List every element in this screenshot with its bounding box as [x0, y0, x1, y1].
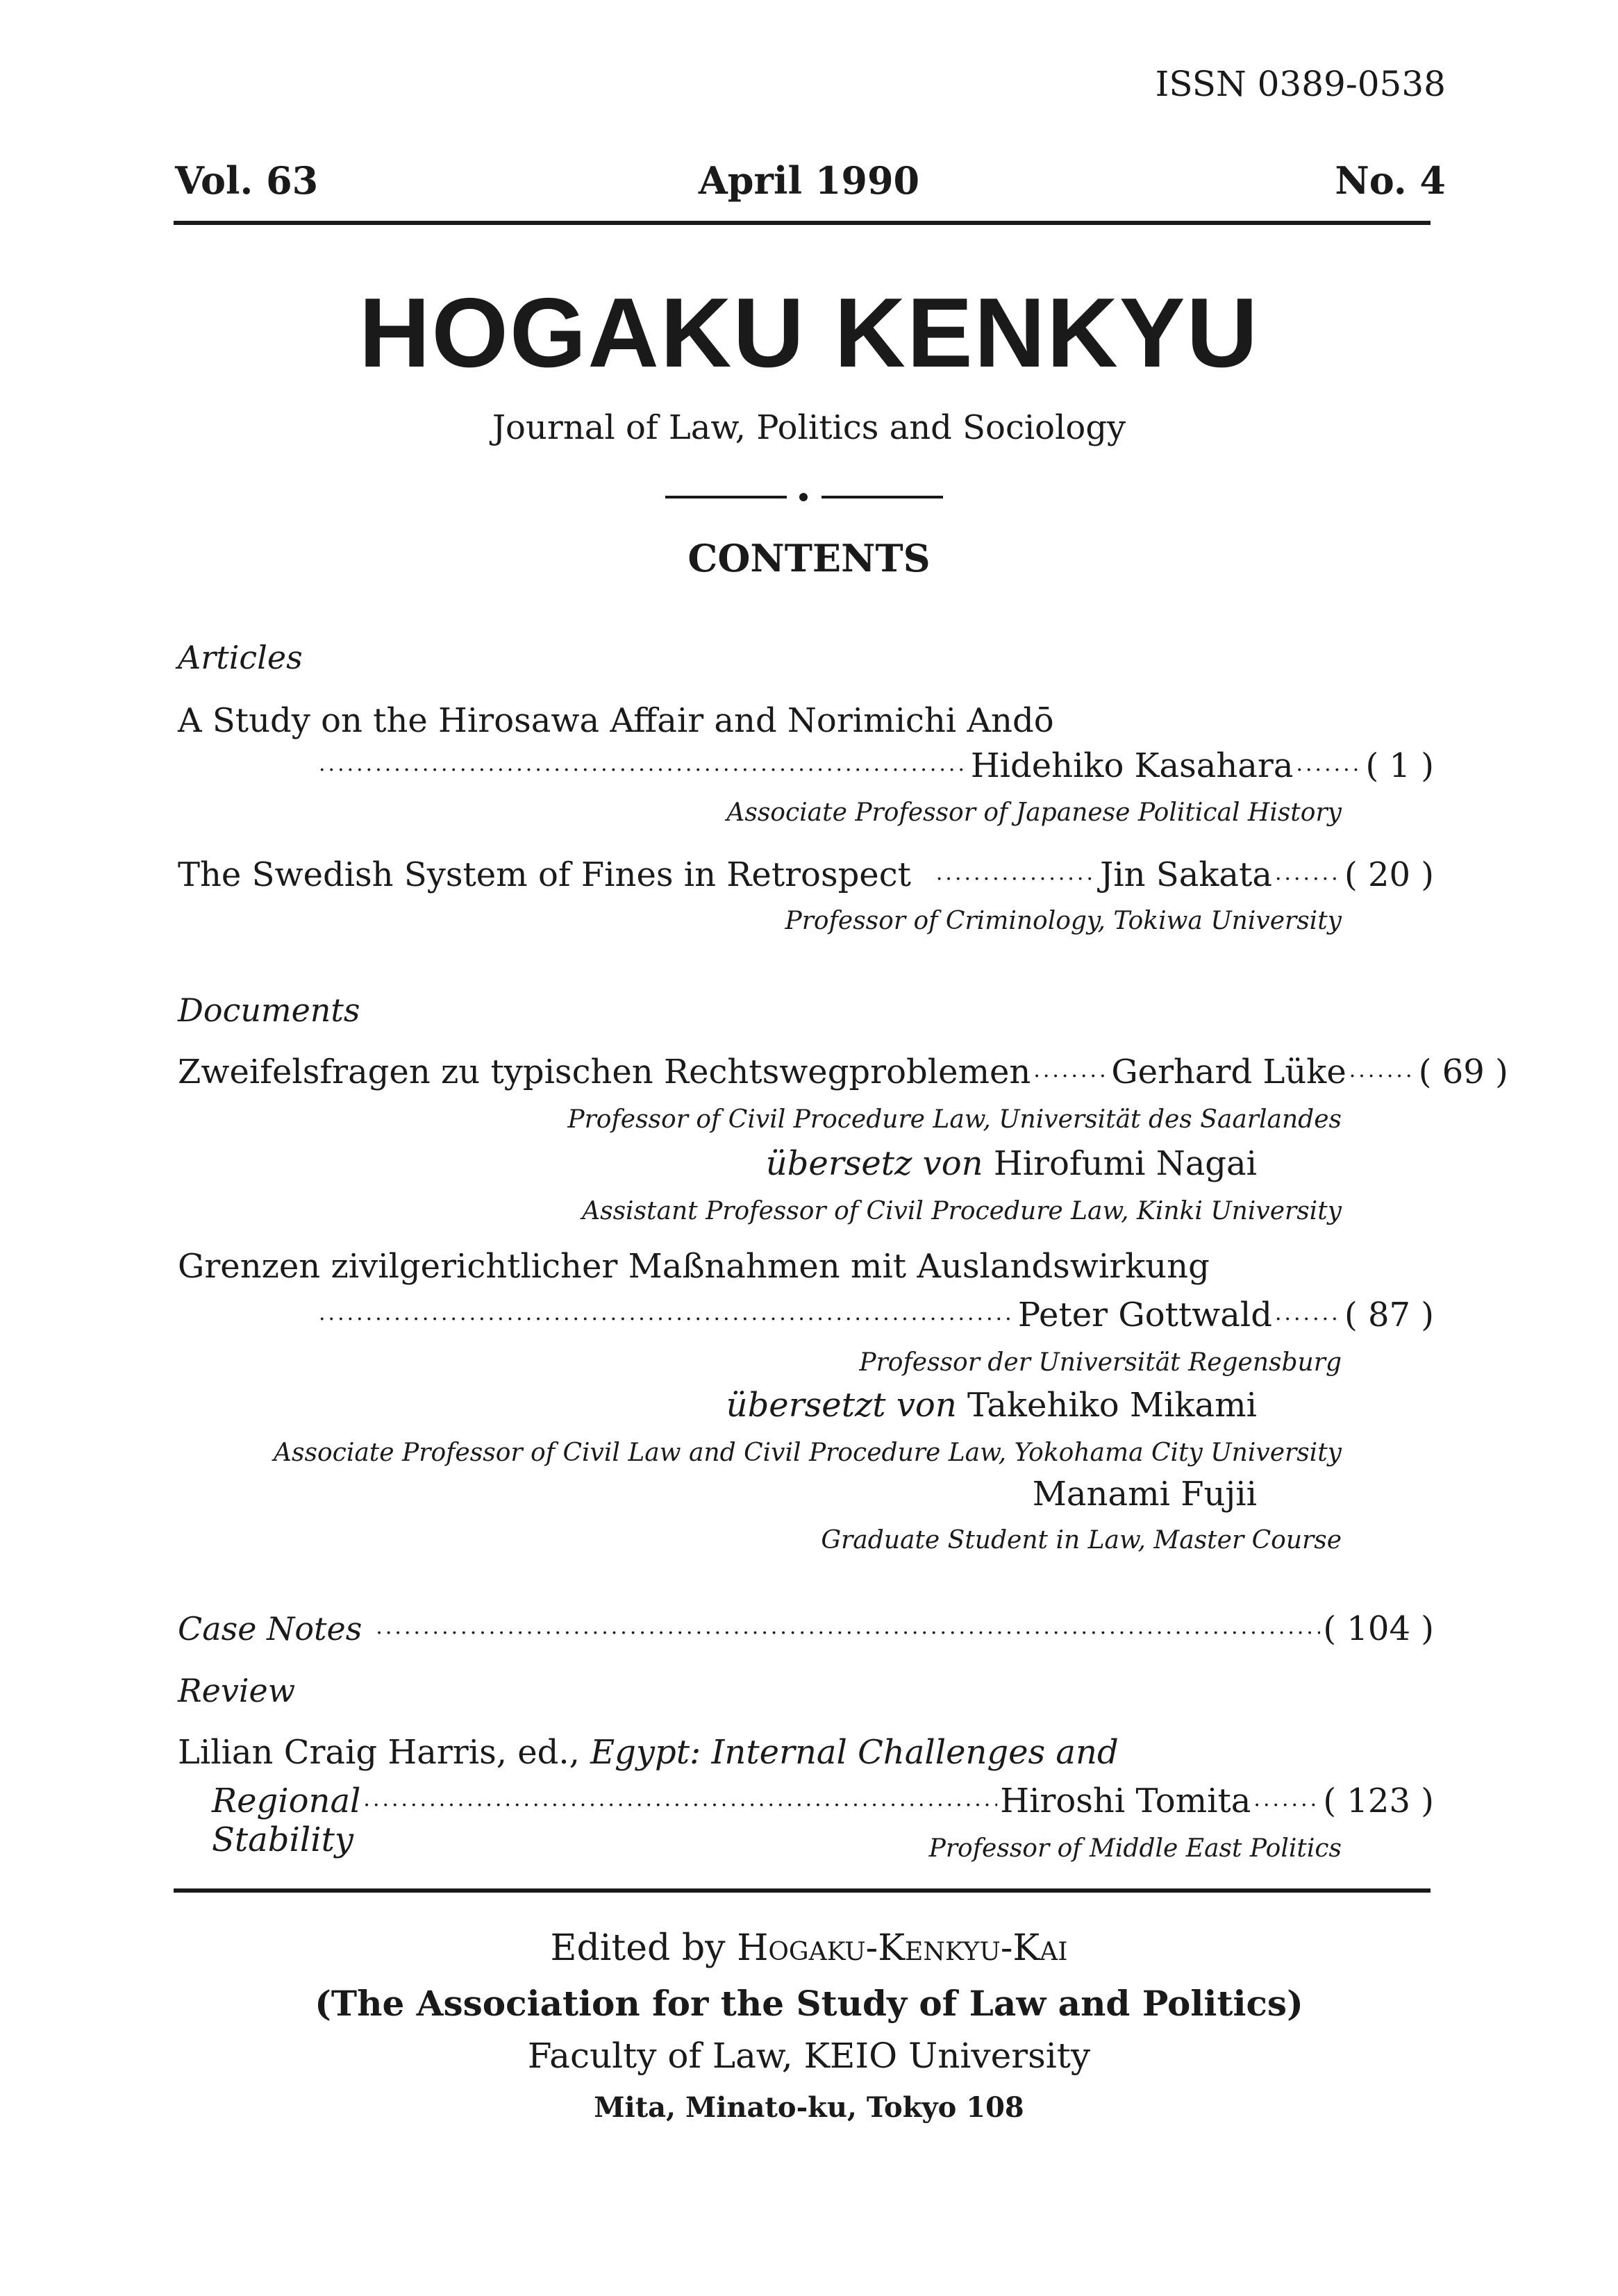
footer-rule — [174, 1888, 1431, 1893]
review-affiliation: Professor of Middle East Politics — [928, 1834, 1342, 1863]
case-notes-heading: Case Notes — [178, 1610, 362, 1648]
document-2-entry — [316, 1296, 1434, 1334]
dot-leader — [1296, 758, 1362, 782]
document-2-page: ( 87 ) — [1344, 1296, 1434, 1334]
article-1-page: ( 1 ) — [1365, 746, 1434, 785]
dot-leader — [376, 1621, 1320, 1645]
review-heading: Review — [178, 1672, 296, 1709]
document-1-affiliation: Professor of Civil Procedure Law, Universität des Saarlandes — [567, 1105, 1342, 1134]
review-book-author: Lilian Craig Harris, ed., — [178, 1733, 580, 1772]
case-notes-entry — [178, 1609, 1434, 1648]
document-2-author: Peter Gottwald — [1017, 1296, 1272, 1334]
contents-heading: CONTENTS — [687, 536, 931, 580]
documents-heading: Documents — [178, 991, 360, 1029]
document-2-translator-affiliation: Associate Professor of Civil Law and Civil Procedure Law, Yokohama City University — [274, 1439, 1342, 1467]
dot-leader — [1275, 867, 1342, 891]
document-2-translator2: Manami Fujii — [1032, 1475, 1257, 1514]
document-2-translator-prefix: übersetzt von — [726, 1386, 957, 1425]
review-book-title-2: Regional Stability — [212, 1782, 361, 1859]
review-reviewer: Hiroshi Tomita — [1000, 1782, 1251, 1820]
document-2-affiliation: Professor der Universität Regensburg — [859, 1348, 1342, 1377]
editor-name: Hogaku-Kenkyu-Kai — [737, 1927, 1068, 1969]
document-1-translator: Hirofumi Nagai — [993, 1144, 1257, 1183]
ornament-divider — [665, 490, 943, 504]
issue-number: No. 4 — [1335, 158, 1446, 203]
dot-leader — [363, 1793, 997, 1818]
document-1-page: ( 69 ) — [1418, 1053, 1508, 1091]
volume: Vol. 63 — [175, 158, 319, 203]
issn: ISSN 0389-0538 — [1155, 64, 1446, 104]
review-book-title-1: Egypt: Internal Challenges and — [590, 1733, 1119, 1772]
article-1-affiliation: Associate Professor of Japanese Political History — [726, 798, 1342, 827]
document-1-title: Zweifelsfragen zu typischen Rechtswegproblemen — [178, 1053, 1031, 1091]
document-1-author: Gerhard Lüke — [1111, 1053, 1346, 1091]
article-2-author: Jin Sakata — [1100, 855, 1272, 894]
article-1-title: A Study on the Hirosawa Affair and Norimichi Andō — [178, 701, 1054, 740]
article-2-page: ( 20 ) — [1344, 855, 1434, 894]
journal-title: HOGAKU KENKYU — [358, 278, 1260, 388]
document-1-translator-line — [766, 1144, 1257, 1183]
document-1-translator-prefix: übersetz von — [765, 1144, 983, 1183]
dot-leader — [319, 1307, 1015, 1332]
article-2-title: The Swedish System of Fines in Retrospect — [178, 855, 911, 894]
review-page: ( 123 ) — [1323, 1782, 1434, 1820]
dot-leader — [1033, 1064, 1108, 1089]
dot-leader — [1275, 1307, 1342, 1332]
articles-heading: Articles — [178, 639, 303, 676]
header-rule — [174, 221, 1431, 225]
article-2-entry — [178, 855, 1434, 894]
dot-leader — [936, 867, 1097, 891]
address: Mita, Minato-ku, Tokyo 108 — [594, 2091, 1024, 2124]
edited-by-line — [0, 1927, 1618, 1969]
document-2-translator-line — [726, 1386, 1257, 1425]
document-2-translator2-affiliation: Graduate Student in Law, Master Course — [821, 1526, 1342, 1555]
case-notes-page: ( 104 ) — [1323, 1609, 1434, 1648]
issue-date: April 1990 — [698, 158, 920, 203]
document-1-entry — [178, 1053, 1508, 1091]
journal-subtitle: Journal of Law, Politics and Sociology — [492, 408, 1126, 447]
association-name: (The Association for the Study of Law and Politics) — [315, 1983, 1303, 2024]
dot-leader — [1349, 1064, 1416, 1089]
article-1-author: Hidehiko Kasahara — [970, 746, 1294, 785]
faculty-name: Faculty of Law, KEIO University — [527, 2036, 1091, 2076]
document-1-translator-affiliation: Assistant Professor of Civil Procedure Law, Kinki University — [582, 1197, 1342, 1225]
article-2-affiliation: Professor of Criminology, Tokiwa University — [785, 907, 1342, 935]
dot-leader — [319, 758, 968, 782]
review-line-1 — [178, 1733, 1119, 1772]
article-1-entry — [316, 746, 1434, 785]
document-2-translator: Takehiko Mikami — [967, 1386, 1257, 1425]
document-2-title: Grenzen zivilgerichtlicher Maßnahmen mit Auslandswirkung — [178, 1247, 1210, 1286]
dot-leader — [1253, 1793, 1320, 1818]
edited-by-label: Edited by — [550, 1927, 726, 1969]
